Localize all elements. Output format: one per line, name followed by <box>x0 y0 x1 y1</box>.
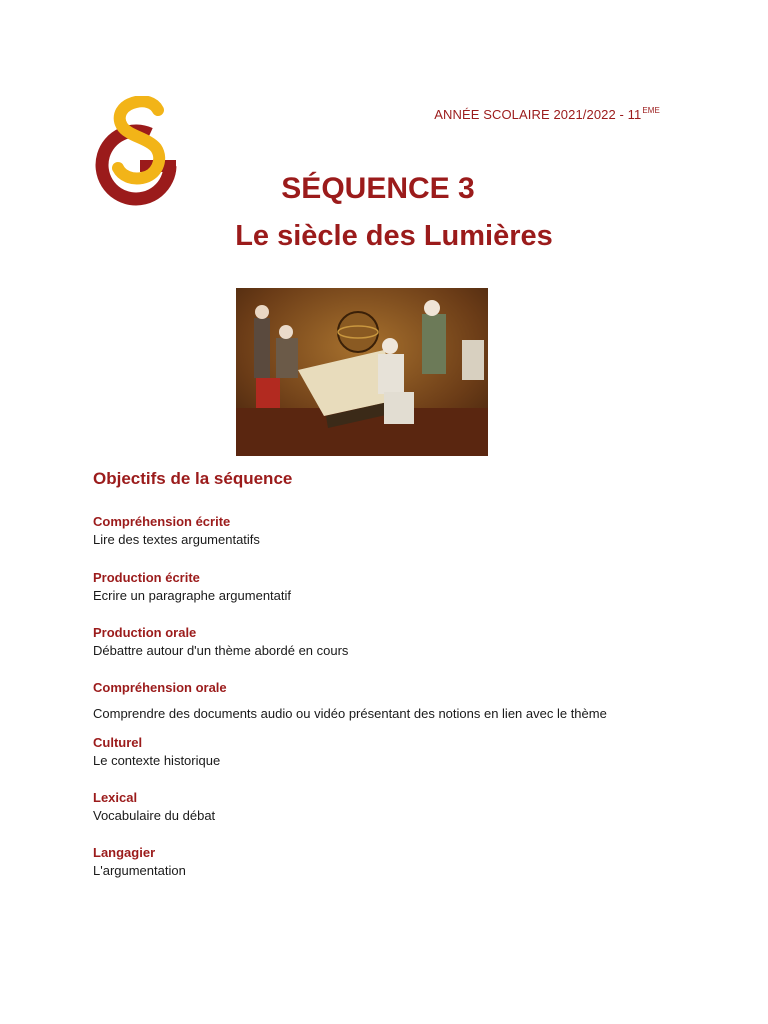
objective-text: Lire des textes argumentatifs <box>93 532 260 547</box>
objective-label: Compréhension écrite <box>93 514 231 529</box>
objective-text: L'argumentation <box>93 863 186 878</box>
objective-item <box>93 624 348 660</box>
objective-text: Comprendre des documents audio ou vidéo présentant des notions en lien avec le thème <box>93 706 607 721</box>
objective-text: Le contexte historique <box>93 753 221 768</box>
objective-item <box>93 513 260 549</box>
objectives-heading: Objectifs de la séquence <box>93 469 293 488</box>
objective-label: Culturel <box>93 735 143 750</box>
objective-text: Débattre autour d'un thème abordé en cours <box>93 643 349 658</box>
objective-label: Production écrite <box>93 570 200 585</box>
objective-label: Compréhension orale <box>93 680 227 695</box>
objective-label: Production orale <box>93 625 197 640</box>
objective-label: Langagier <box>93 845 156 860</box>
objective-label: Lexical <box>93 790 138 805</box>
objective-text: Vocabulaire du débat <box>93 808 216 823</box>
objective-item <box>93 844 186 880</box>
sequence-subtitle: Le siècle des Lumières <box>235 220 553 252</box>
school-year: ANNÉE SCOLAIRE 2021/2022 - 11EME <box>434 106 660 122</box>
objective-item <box>93 734 220 770</box>
sequence-title: SÉQUENCE 3 <box>281 172 475 205</box>
objective-item <box>93 569 291 605</box>
objective-text: Ecrire un paragraphe argumentatif <box>93 588 292 603</box>
objective-item <box>93 789 215 825</box>
objective-item <box>93 679 607 723</box>
painting-illustration <box>236 288 488 456</box>
